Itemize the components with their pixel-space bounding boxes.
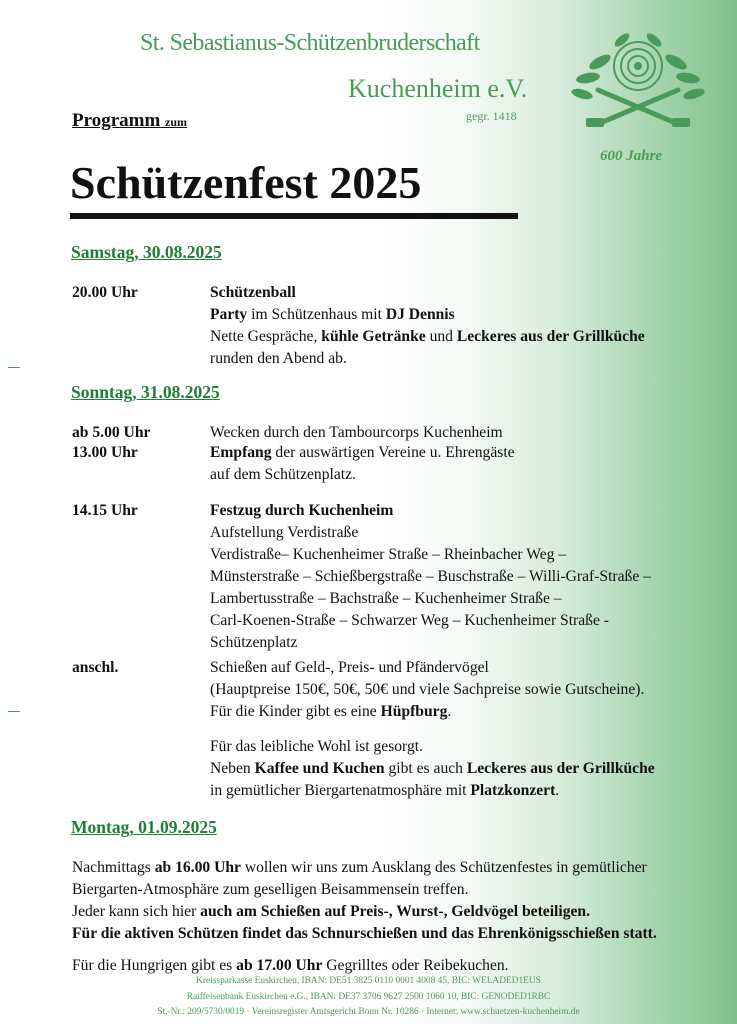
time-sonntag-anschl: anschl. [72, 659, 119, 676]
org-name-line1: St. Sebastianus-Schützenbruderschaft [140, 30, 480, 56]
founded-year: gegr. 1418 [466, 109, 517, 123]
montag-text: Nachmittags ab 16.00 Uhr wollen wir uns zum Ausklang des Schützenfestes in gemütlicher Biergarten-Atmosphäre zum geselligen Beisammensein treffen. Jeder kann sich hier auch am Schießen auf Preis-, Wurst-, Geldvögel beteiligen. Für die aktiven Schützen findet das Schnurschießen und das Ehrenkönigsschießen statt. [72, 859, 657, 942]
time-sonntag-1415: 14.15 Uhr [72, 502, 138, 519]
title-underline [70, 213, 518, 219]
day-heading-montag: Montag, 01.09.2025 [71, 817, 217, 837]
club-emblem-icon [558, 32, 718, 132]
page-title: Schützenfest 2025 [70, 157, 422, 208]
footer-registry: St.-Nr.: 209/5730/0019 · Vereinsregister Amtsgericht Bonn Nr. 10286 · Internet: www.schuetzen-kuchenheim.de [157, 1007, 580, 1017]
montag-hungrige: Für die Hungrigen gibt es ab 17.00 Uhr Gegrilltes oder Reibekuchen. [72, 957, 509, 974]
event-verpflegung: Für das leibliche Wohl ist gesorgt. Neben Kaffee und Kuchen gibt es auch Leckeres aus der Grillküche in gemütlicher Biergartenatmosphäre mit Platzkonzert. [210, 738, 655, 799]
event-wecken: Wecken durch den Tambourcorps Kuchenheim [210, 424, 503, 441]
day-heading-sonntag: Sonntag, 31.08.2025 [71, 382, 220, 402]
org-name-line2: Kuchenheim e.V. [348, 74, 528, 103]
time-samstag-20: 20.00 Uhr [72, 284, 138, 301]
footer-bank2: Raiffeisenbank Euskirchen e.G., IBAN: DE37 3706 9627 2500 1060 10, BIC: GENODED1RBC [186, 992, 551, 1002]
margin-mark [8, 711, 20, 712]
day-heading-samstag: Samstag, 30.08.2025 [71, 242, 222, 262]
event-empfang: Empfang der auswärtigen Vereine u. Ehrengäste auf dem Schützenplatz. [210, 444, 515, 483]
route-line: Münsterstraße – Schießbergstraße – Buschstraße – Willi-Graf-Straße – [210, 568, 651, 585]
event-schiessen: Schießen auf Geld-, Preis- und Pfändervögel (Hauptpreise 150€, 50€, 50€ und viele Sachpreise sowie Gutscheine). Für die Kinder gibt es eine Hüpfburg. [210, 659, 645, 720]
event-festzug: Festzug durch Kuchenheim Aufstellung Verdistraße Verdistraße– Kuchenheimer Straße – Rheinbacher Weg – Münsterstraße – Schießbergstraße – Buschstraße – Willi-Graf-Straße – Lambertusstraße – Bachstraße – Kuchenheimer Straße – Carl-Koenen-Straße – Schwarzer Weg – Kuchenheimer Straße - Schützenplatz [210, 500, 651, 654]
route-line: Aufstellung Verdistraße [210, 524, 359, 541]
route-line: Carl-Koenen-Straße – Schwarzer Weg – Kuchenheimer Straße - [210, 612, 609, 629]
event-schuetzenball: Schützenball Party im Schützenhaus mit DJ Dennis Nette Gespräche, kühle Getränke und Leckeres aus der Grillküche runden den Abend ab. [210, 284, 645, 367]
time-sonntag-5: ab 5.00 Uhr [72, 424, 151, 441]
route-line: Lambertusstraße – Bachstraße – Kuchenheimer Straße – [210, 590, 562, 607]
anniversary-label: 600 Jahre [600, 148, 663, 164]
route-line: Schützenplatz [210, 634, 298, 651]
margin-mark [8, 367, 20, 368]
route-line: Verdistraße– Kuchenheimer Straße – Rheinbacher Weg – [210, 546, 567, 563]
footer-bank1: Kreissparkasse Euskirchen, IBAN: DE51 3825 0110 0001 4008 45, BIC: WELADED1EUS [196, 976, 541, 986]
program-label: Programm zum [72, 110, 188, 131]
time-sonntag-13: 13.00 Uhr [72, 444, 138, 461]
